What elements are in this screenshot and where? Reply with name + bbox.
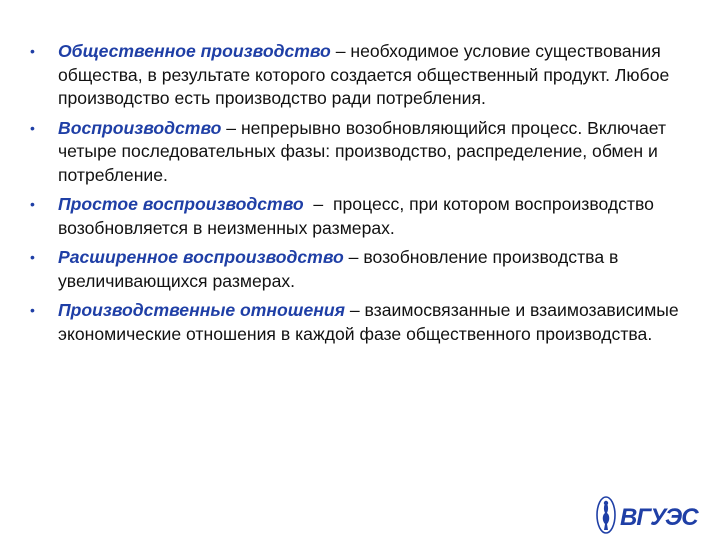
list-item <box>30 40 694 111</box>
university-logo <box>594 493 706 537</box>
term: Простое воспроизводство <box>58 194 304 214</box>
definition: необходимое условие существования общества, в результате которого создается общественный продукт. Любое производство есть производство ради потребления. <box>58 41 670 108</box>
list-item <box>30 246 694 293</box>
definition: процесс, при котором воспроизводство возобновляется в неизменных размерах. <box>58 194 654 238</box>
bullet-list <box>30 40 694 352</box>
bullet-marker: • <box>30 302 35 318</box>
emblem-icon <box>597 497 615 533</box>
bullet-marker: • <box>30 43 35 59</box>
term: Общественное производство <box>58 41 331 61</box>
term: Производственные отношения <box>58 300 345 320</box>
term: Расширенное воспроизводство <box>58 247 344 267</box>
logo-text: ВГУЭС <box>620 504 698 531</box>
bullet-marker: • <box>30 119 35 136</box>
definition: непрерывно возобновляющийся процесс. Включает четыре последовательных фазы: производство, распределение, обмен и потребление. <box>58 117 667 185</box>
separator: – <box>221 117 241 138</box>
term: Воспроизводство <box>58 117 222 138</box>
separator: – <box>330 41 351 61</box>
list-item <box>30 299 694 346</box>
separator: – <box>303 194 333 214</box>
list-item <box>30 117 694 188</box>
list-item <box>30 193 694 240</box>
definition: возобновление производства в увеличивающихся размерах. <box>58 247 619 291</box>
definition: взаимосвязанные и взаимозависимые экономические отношения в каждой фазе общественного производства. <box>58 300 679 344</box>
separator: – <box>344 300 365 320</box>
bullet-marker: • <box>30 196 35 212</box>
separator: – <box>343 247 364 267</box>
bullet-marker: • <box>30 249 35 265</box>
